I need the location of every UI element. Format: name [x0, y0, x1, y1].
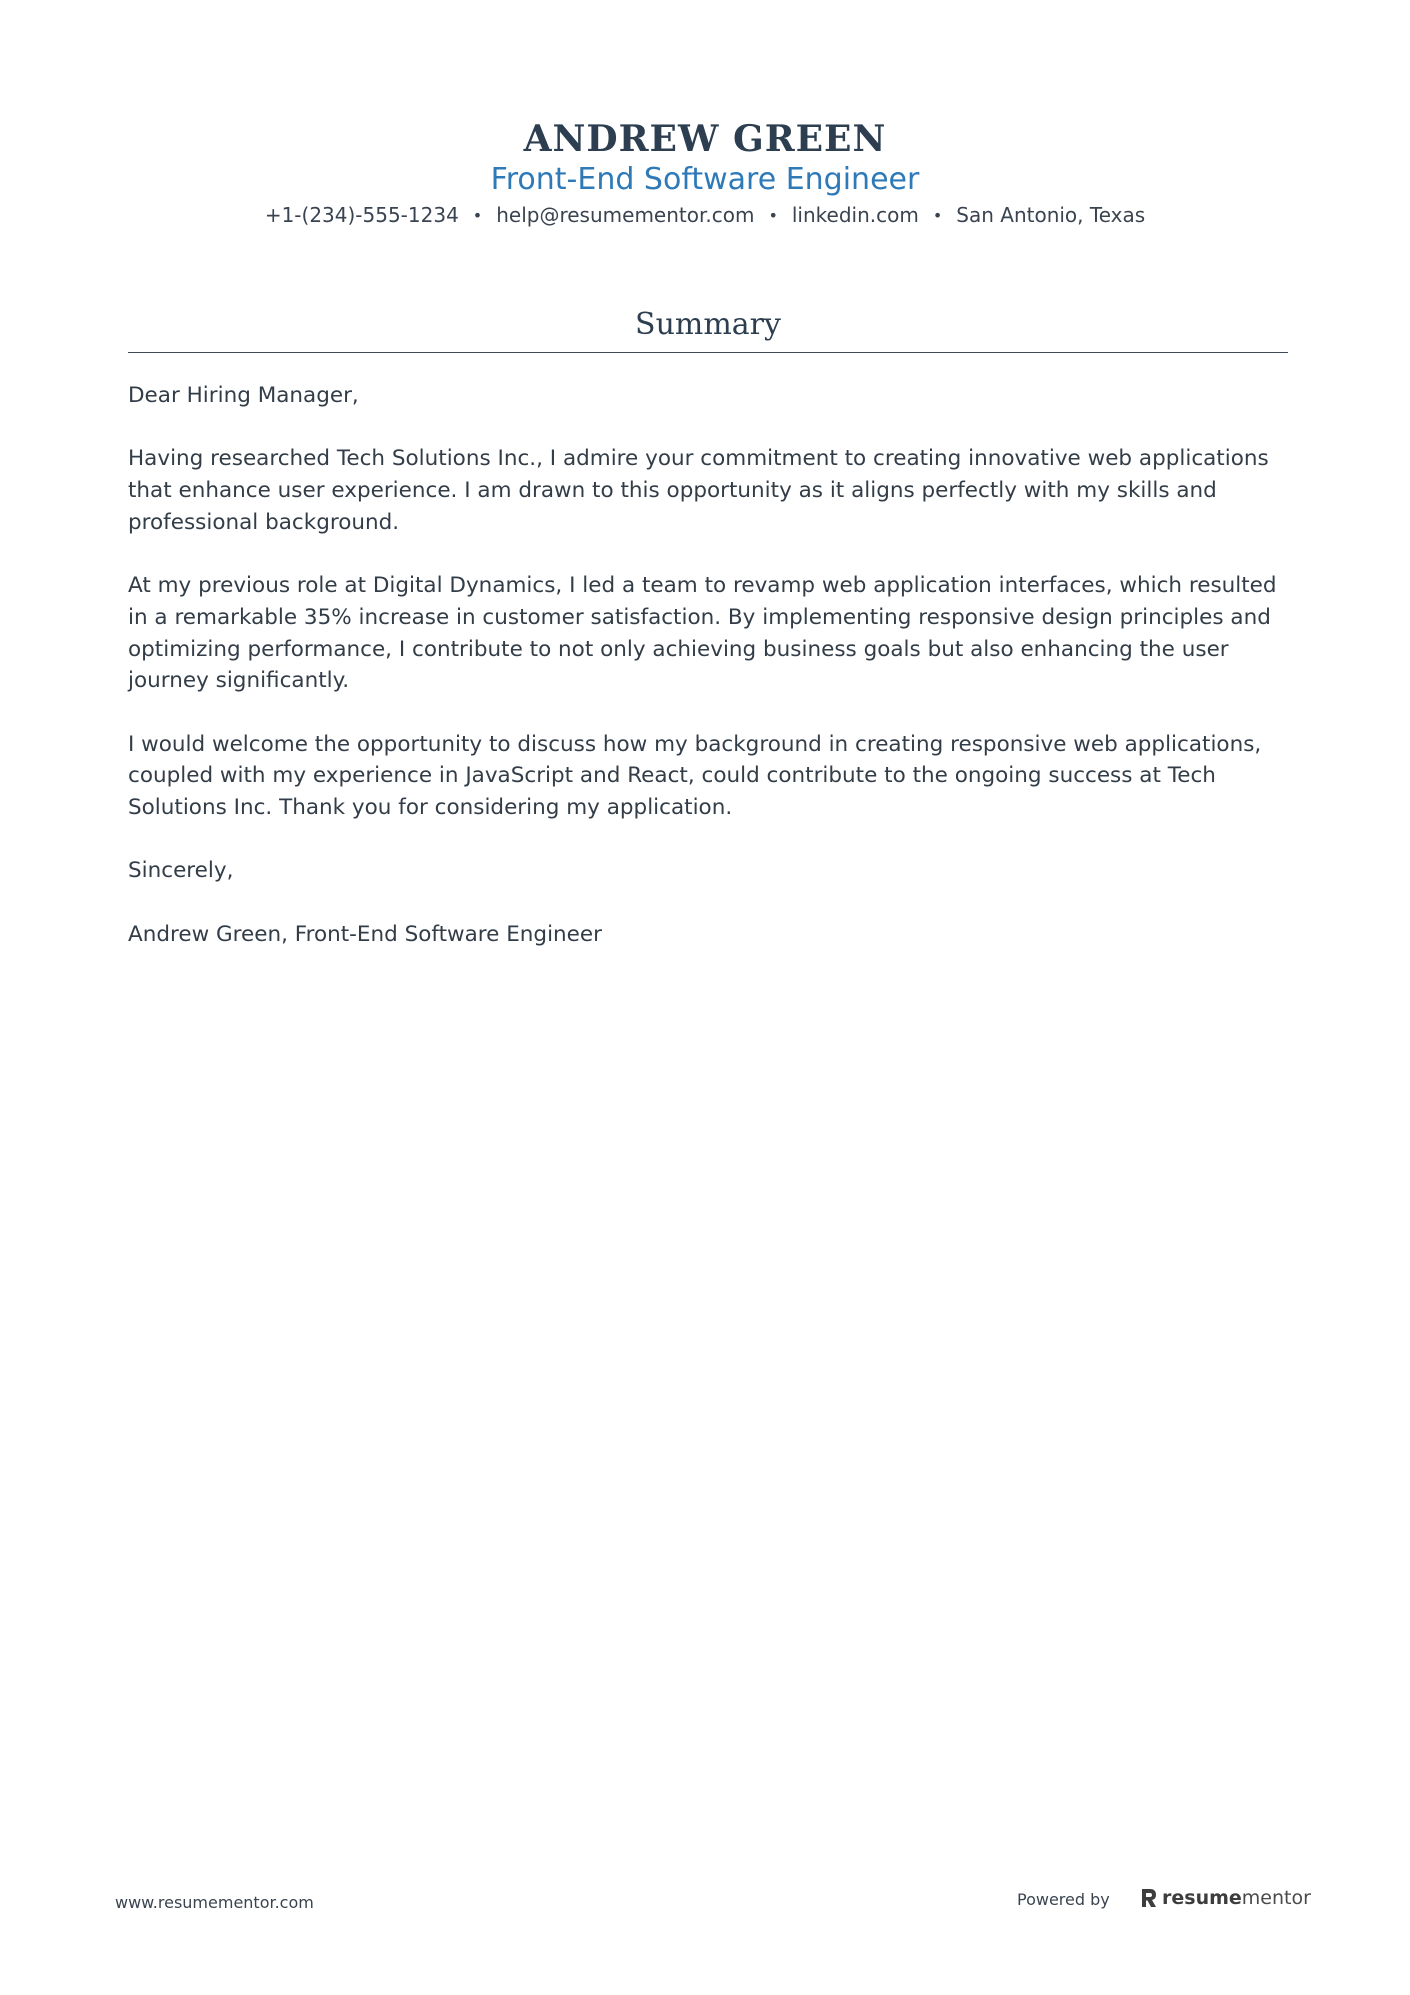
- contact-phone: +1-(234)-555-1234: [264, 203, 459, 227]
- contact-email[interactable]: help@resumementor.com: [496, 203, 755, 227]
- resumementor-logo-icon: [1140, 1887, 1158, 1909]
- header: [0, 115, 1410, 230]
- contact-separator: •: [472, 206, 483, 225]
- brand-logo[interactable]: [1140, 1887, 1311, 1909]
- section-divider: [128, 352, 1288, 353]
- contact-linkedin[interactable]: linkedin.com: [791, 203, 919, 227]
- brand-name-light: mentor: [1241, 1887, 1311, 1909]
- powered-by-label: Powered by: [1017, 1890, 1110, 1909]
- letter-paragraph: I would welcome the opportunity to discuss how my background in creating responsive web applications, coupled with my experience in JavaScript and React, could contribute to the ongoing success at Tech Solutions Inc. Thank you for considering my application.: [128, 731, 1262, 821]
- letter-paragraph: Having researched Tech Solutions Inc., I admire your commitment to creating innovative web applications that enhance user experience. I am drawn to this opportunity as it aligns perfectly with my skills and professional background.: [128, 446, 1269, 535]
- signature: Andrew Green, Front-End Software Engineer: [128, 921, 602, 947]
- contact-separator: •: [932, 206, 943, 225]
- footer-url[interactable]: www.resumementor.com: [115, 1893, 314, 1912]
- contact-separator: •: [768, 206, 778, 225]
- letter-paragraph: At my previous role at Digital Dynamics, I led a team to revamp web application interfaces, which resulted in a remarkable 35% increase in customer satisfaction. By implementing responsive design principles and optimizing performance, I contribute to not only achieving business goals but also enhancing the user journey significantly.: [128, 573, 1277, 694]
- contact-location: San Antonio, Texas: [956, 203, 1146, 227]
- applicant-name: ANDREW GREEN: [523, 118, 887, 160]
- salutation: Dear Hiring Manager,: [128, 383, 359, 408]
- section-title: Summary: [635, 307, 781, 342]
- letter-body: [128, 380, 1290, 982]
- closing: Sincerely,: [128, 858, 234, 884]
- job-title: Front-End Software Engineer: [490, 162, 920, 197]
- contact-line: [0, 201, 1410, 230]
- brand-name-bold: resume: [1162, 1887, 1242, 1909]
